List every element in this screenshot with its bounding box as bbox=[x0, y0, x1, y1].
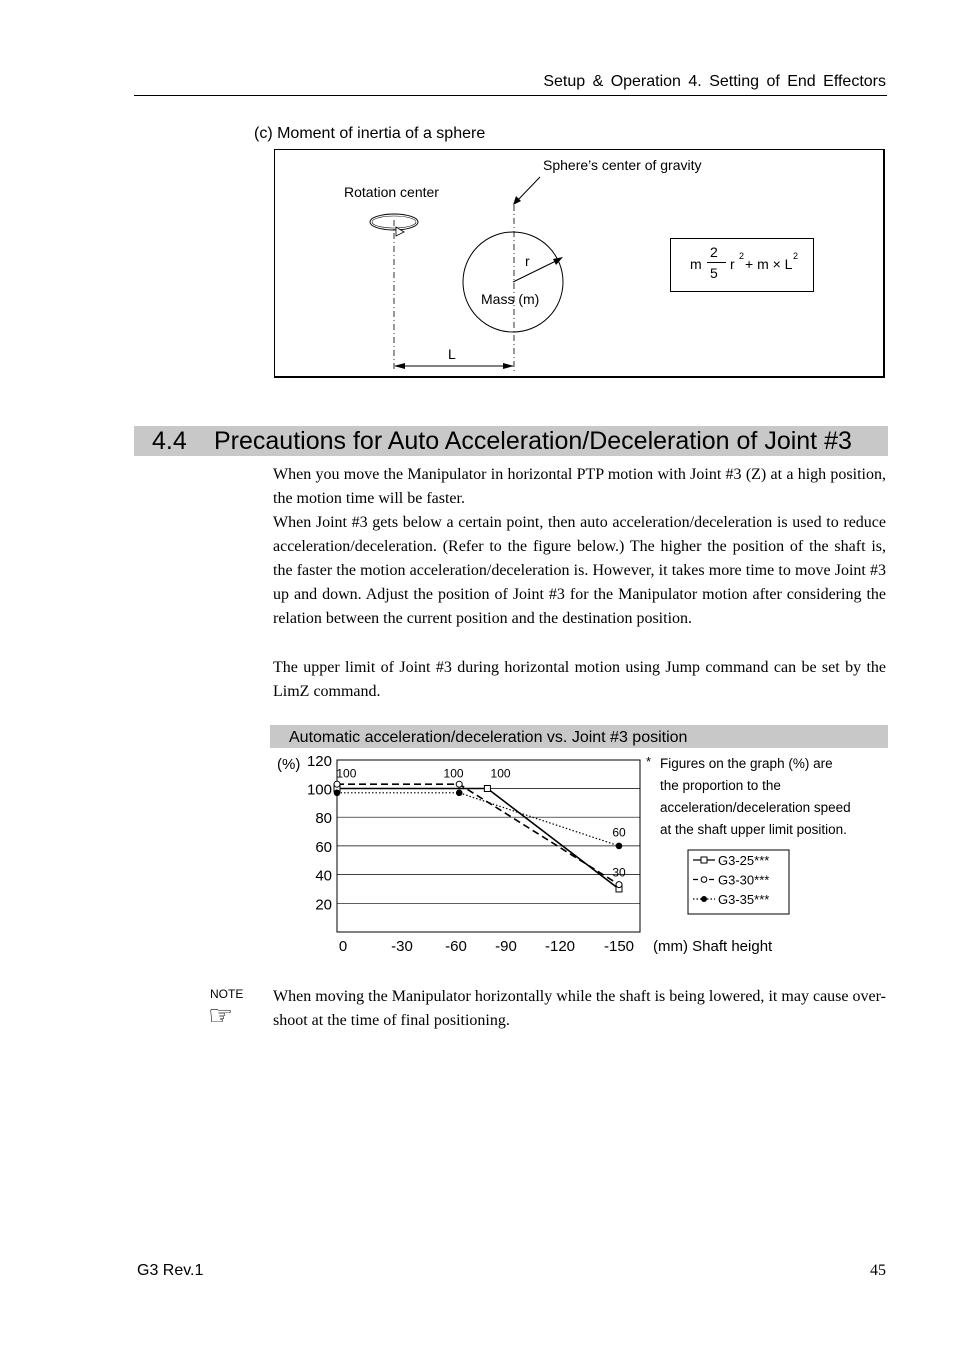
radius-label: r bbox=[525, 253, 530, 269]
data-label: 100 bbox=[490, 766, 511, 781]
pointing-hand-icon: ☞ bbox=[208, 999, 234, 1032]
annotation-line: at the shaft upper limit position. bbox=[660, 822, 847, 837]
data-point bbox=[456, 790, 463, 797]
running-header: Setup & Operation 4. Setting of End Effectors bbox=[543, 73, 886, 90]
annotation-line: acceleration/deceleration speed bbox=[660, 800, 851, 815]
legend-marker bbox=[701, 857, 707, 863]
data-point bbox=[334, 790, 341, 797]
data-label: 100 bbox=[336, 766, 357, 781]
rotation-center-label: Rotation center bbox=[344, 184, 439, 200]
x-tick-label: 0 bbox=[338, 938, 348, 955]
legend-marker bbox=[701, 896, 707, 902]
legend-label: G3-35*** bbox=[718, 892, 770, 907]
y-tick-label: 20 bbox=[315, 896, 332, 914]
y-tick-label: 60 bbox=[315, 838, 332, 856]
chart-annotation bbox=[660, 753, 851, 841]
x-tick-label: -120 bbox=[544, 938, 576, 955]
annotation-line: the proportion to the bbox=[660, 778, 781, 793]
body-paragraph-2: When Joint #3 gets below a certain point, then auto acceleration/deceleration is used to reduce acceleration/deceleration. (Refer to the figure below.) The higher the position of the shaft is, the faster the motion acceleration/deceleration is. However, it takes more time to move Joint #3 up and down. Adjust the position of Joint #3 for the Manipulator motion after considering the relation between the current position and the destination position. bbox=[273, 514, 886, 627]
legend-label: G3-25*** bbox=[718, 853, 770, 868]
note-text: When moving the Manipulator horizontally while the shaft is being lowered, it may cause over-shoot at the time of final positioning. bbox=[273, 988, 886, 1029]
body-paragraph-1: When you move the Manipulator in horizontal PTP motion with Joint #3 (Z) at a high position, the motion time will be faster. bbox=[273, 466, 886, 507]
page-number: 45 bbox=[870, 1262, 886, 1279]
y-axis-label: (%) bbox=[277, 755, 301, 773]
legend-marker bbox=[701, 877, 707, 883]
note-label: NOTE bbox=[210, 987, 244, 1001]
x-tick-label: -30 bbox=[391, 938, 413, 955]
x-tick-label: -60 bbox=[445, 938, 467, 955]
y-tick-label: 40 bbox=[315, 867, 332, 885]
annotation-star: * bbox=[646, 754, 652, 769]
legend-label: G3-30*** bbox=[718, 872, 770, 888]
y-tick-label: 100 bbox=[306, 781, 332, 799]
formula-r: r bbox=[730, 256, 735, 272]
x-tick-label: -90 bbox=[495, 938, 517, 955]
y-tick-label: 120 bbox=[306, 752, 332, 770]
section-number: 4.4 bbox=[152, 427, 187, 455]
formula-exponent-L: 2 bbox=[793, 251, 799, 261]
series-line bbox=[337, 793, 619, 846]
x-axis-label: (mm) Shaft height bbox=[653, 938, 773, 955]
y-tick-label: 80 bbox=[315, 810, 332, 828]
series-line bbox=[337, 784, 619, 884]
formula-exponent-r: 2 bbox=[739, 251, 745, 261]
x-tick-label: -150 bbox=[603, 938, 635, 955]
series-line bbox=[337, 789, 619, 889]
data-point bbox=[334, 781, 340, 787]
distance-label: L bbox=[448, 346, 456, 362]
data-label: 60 bbox=[612, 825, 626, 840]
section-title: Precautions for Auto Acceleration/Deceleration of Joint #3 bbox=[214, 427, 852, 455]
data-label: 100 bbox=[443, 766, 464, 781]
formula-numerator: 2 bbox=[710, 244, 718, 260]
formula-rest: + m × L bbox=[745, 256, 793, 272]
data-point bbox=[616, 843, 623, 850]
annotation-line: Figures on the graph (%) are bbox=[660, 756, 833, 771]
figure-caption: (c) Moment of inertia of a sphere bbox=[254, 125, 486, 142]
data-label: 30 bbox=[612, 865, 626, 880]
footer-revision: G3 Rev.1 bbox=[137, 1262, 204, 1279]
chart-title: Automatic acceleration/deceleration vs. Joint #3 position bbox=[289, 729, 688, 746]
formula-m: m bbox=[690, 256, 702, 272]
formula-denominator: 5 bbox=[710, 265, 718, 281]
data-point bbox=[456, 781, 462, 787]
data-point bbox=[616, 882, 622, 888]
data-point bbox=[484, 786, 490, 792]
mass-label: Mass (m) bbox=[481, 291, 540, 307]
body-paragraph-3: The upper limit of Joint #3 during horizontal motion using Jump command can be set by the LimZ command. bbox=[273, 659, 886, 700]
center-of-gravity-label: Sphere’s center of gravity bbox=[543, 157, 702, 173]
